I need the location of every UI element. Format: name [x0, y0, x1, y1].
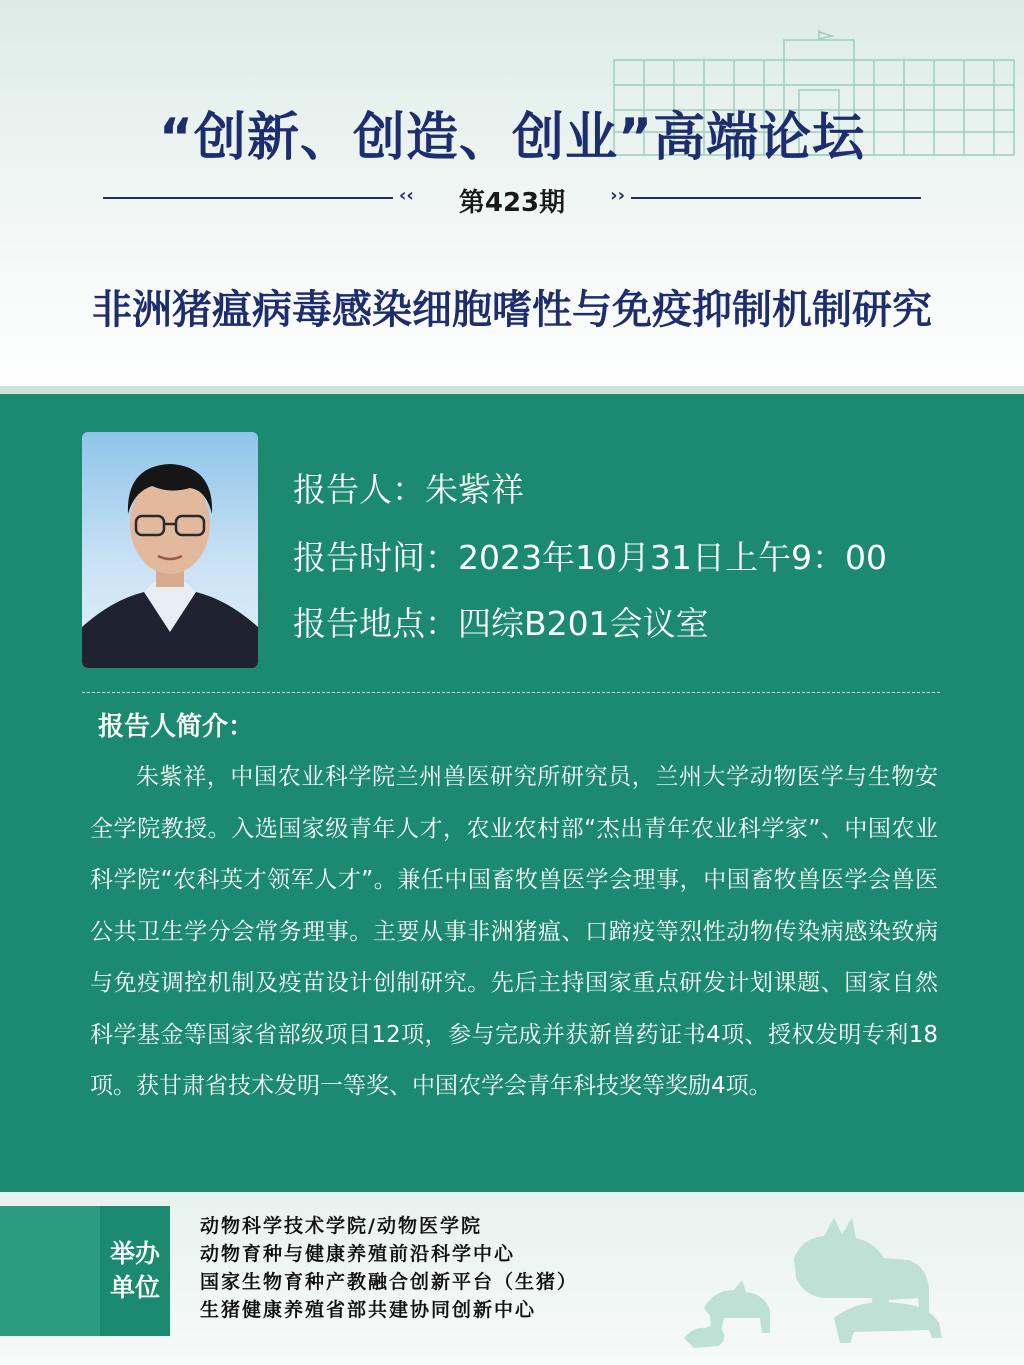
main-top-band	[0, 386, 1024, 394]
lecture-time: 报告时间：2023年10月31日上午9：00	[293, 538, 887, 577]
double-chevron-right-icon: ››	[610, 185, 625, 206]
organizer-label	[100, 1206, 170, 1336]
speaker-name: 报告人：朱紫祥	[293, 470, 524, 509]
lecture-topic: 非洲猪瘟病毒感染细胞嗜性与免疫抑制机制研究	[92, 287, 932, 333]
organizer-label-line1: 举办	[109, 1239, 160, 1268]
forum-title: “创新、创造、创业”高端论坛	[158, 108, 866, 168]
footer-accent-bar	[0, 1206, 100, 1336]
issue-row	[103, 180, 921, 220]
double-chevron-left-icon: ‹‹	[399, 185, 414, 206]
dashed-divider	[82, 692, 940, 693]
issue-divider-right	[631, 197, 921, 199]
speaker-photo	[82, 432, 258, 668]
livestock-silhouettes-icon	[684, 1198, 944, 1358]
organizer-item: 动物科学技术学院/动物医学院	[200, 1215, 482, 1237]
organizer-label-line2: 单位	[109, 1273, 160, 1302]
speaker-portrait-icon	[82, 432, 258, 668]
organizer-item: 国家生物育种产教融合创新平台（生猪）	[200, 1271, 579, 1293]
main-panel	[0, 386, 1024, 1192]
organizer-list	[200, 1212, 578, 1324]
lecture-place: 报告地点：四综B201会议室	[293, 604, 709, 643]
bio-text: 朱紫祥，中国农业科学院兰州兽医研究所研究员，兰州大学动物医学与生物安全学院教授。入选国家级青年人才，农业农村部“杰出青年农业科学家”、中国农业科学院“农科英才领军人才”。兼任中国畜牧兽医学会理事，中国畜牧兽医学会兽医公共卫生学分会常务理事。主要从事非洲猪瘟、口蹄疫等烈性动物传染病感染致病与免疫调控机制及疫苗设计创制研究。先后主持国家重点研发计划课题、国家自然科学基金等国家省部级项目12项，参与完成并获新兽药证书4项、授权发明专利18项。获甘肃省技术发明一等奖、中国农学会青年科技奖等奖励4项。	[90, 764, 938, 1099]
organizer-item: 生猪健康养殖省部共建协同创新中心	[200, 1299, 537, 1321]
bio-heading: 报告人简介：	[98, 712, 255, 742]
footer	[0, 1192, 1024, 1365]
organizer-item: 动物育种与健康养殖前沿科学中心	[200, 1243, 516, 1265]
header	[0, 0, 1024, 390]
issue-number: 第423期	[458, 188, 566, 218]
